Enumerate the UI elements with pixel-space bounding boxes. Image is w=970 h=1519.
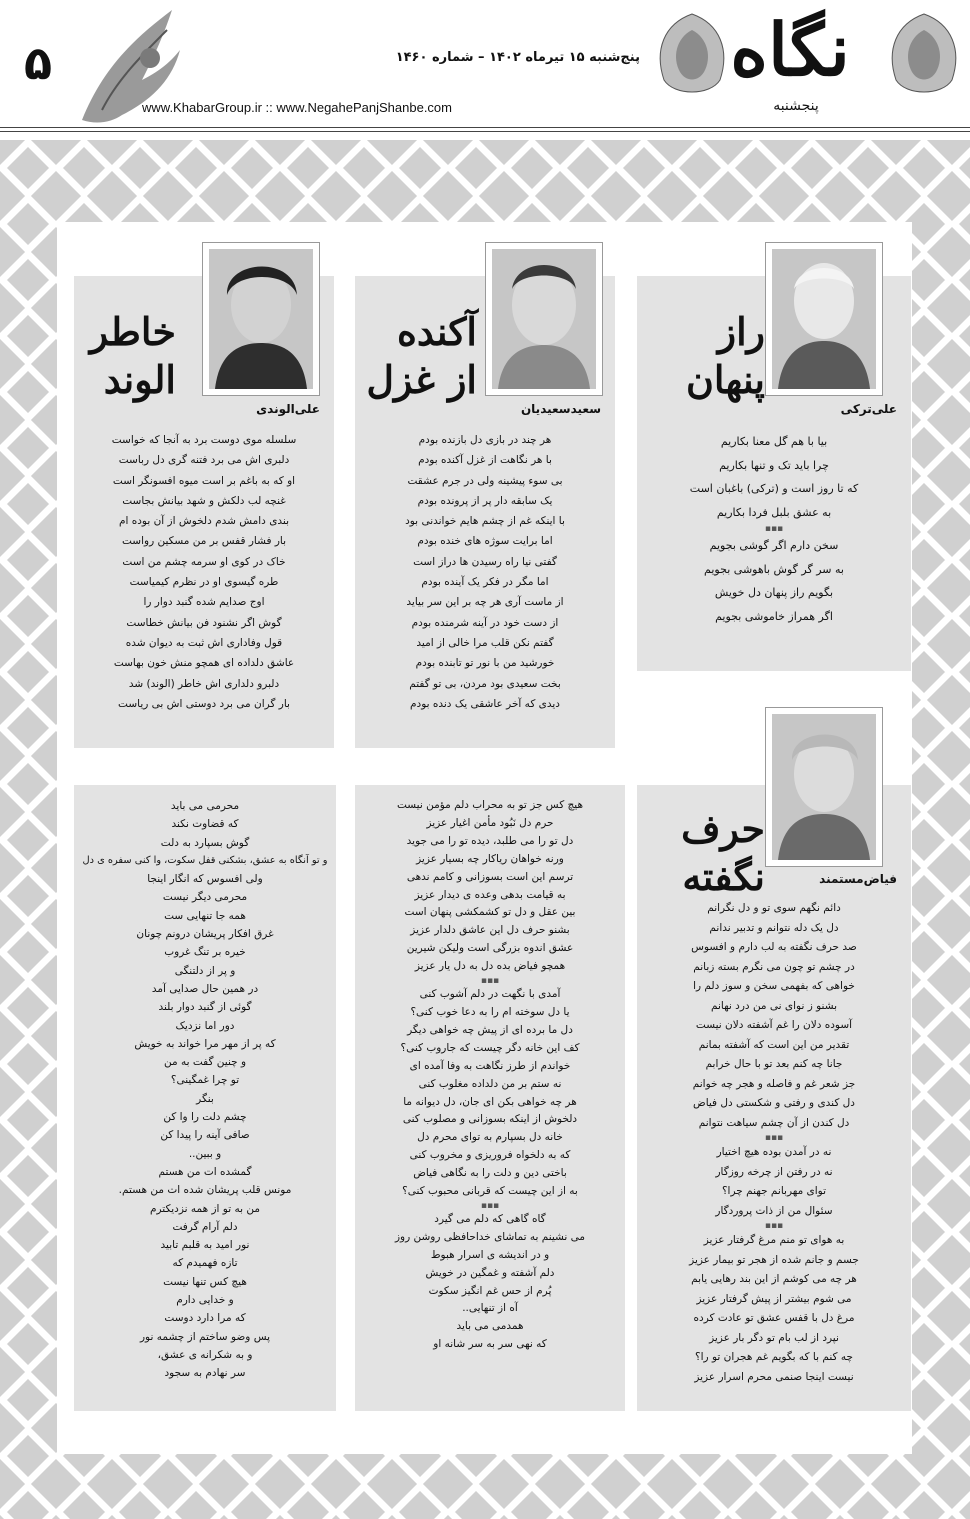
poem-title-line2: پنهان bbox=[685, 357, 765, 402]
poem-line: هر چه خواهی بکن ای جان، دل دیوانه ما bbox=[403, 1095, 577, 1108]
poem-line: به عشق بلبل فردا بکاریم bbox=[716, 505, 832, 519]
poem-line: جز شعر غم و فاصله و هجر چه خوانم bbox=[692, 1077, 856, 1090]
poem-line: بخت سعیدی بود مردن، بی تو گفتم bbox=[409, 677, 561, 690]
poem-line: اوج صدایم شده گنبد دوار را bbox=[143, 596, 265, 609]
poem-line: می نشینم به تماشای خداحافظی روشن روز bbox=[394, 1230, 586, 1243]
poem-line: به قیامت بدهی وعده ی دیدار عزیز bbox=[414, 888, 566, 901]
author-photo bbox=[485, 242, 603, 396]
poem-line: و تو آنگاه به عشق، بشکنی قفل سکوت، وا کنی سفره ی دل bbox=[82, 854, 328, 866]
poem-line: هیچ کس تنها نیست bbox=[163, 1275, 247, 1288]
author-name: فیاض‌مستمند bbox=[819, 872, 897, 886]
poem-line: نور امید به قلبم تابید bbox=[160, 1239, 250, 1252]
stanza-separator: ▪▪▪ bbox=[480, 976, 500, 987]
poem-lines bbox=[76, 797, 334, 1383]
poem-line: سخن دارم اگر گوشی بجویم bbox=[709, 539, 839, 552]
poem-line: هر چه می کوشم از این بند رهایی یابم bbox=[691, 1273, 857, 1285]
poem-line: به از این چیست که قربانی محبوب کنی؟ bbox=[402, 1185, 578, 1198]
poem-line: ورنه خواهان ریاکار چه بسیار عزیز bbox=[416, 852, 564, 865]
poem-line: غنچه لب دلکش و شهد بیانش بجاست bbox=[122, 494, 286, 507]
poem-line: پس وضو ساختم از چشمه نور bbox=[139, 1330, 270, 1343]
poem-line: سئوال من از ذات پروردگار bbox=[715, 1204, 833, 1217]
poem-line: دلم آرام گرفت bbox=[172, 1220, 238, 1233]
poem-title-line2: الوند bbox=[103, 357, 176, 402]
stanza-separator: ▪▪▪ bbox=[764, 1133, 784, 1143]
poem-line: همه جا تنهایی ست bbox=[164, 909, 246, 922]
poem-line: بار گران می برد دوستی اش بی ریاست bbox=[118, 697, 290, 710]
poem-line: بشنو حرف دل این عاشق دلدار عزیز bbox=[410, 924, 570, 937]
poem-line: و پر از دلتنگی bbox=[174, 964, 236, 977]
poem-line: آه از تنهایی.. bbox=[462, 1302, 518, 1315]
poem-line: و به شکرانه ی عشق، bbox=[157, 1348, 253, 1361]
poem-line: مرغ دل با قفس عشق تو عادت کرده bbox=[693, 1312, 855, 1324]
page-header bbox=[0, 0, 970, 140]
poem-line: نپرد از لب بام تو دگر بار عزیز bbox=[709, 1331, 839, 1344]
poem-line: یک سابقه دار پر از پرونده بودم bbox=[417, 494, 553, 507]
poem-line: دلم آشفته و غمگین در خویش bbox=[425, 1266, 555, 1279]
poem-line: خواندم از طرز نگاهت به وفا آمده ای bbox=[409, 1059, 571, 1072]
poem-line: چرا باید تک و تنها بکاریم bbox=[719, 458, 829, 472]
poem-line: بی سوء پیشینه ولی در جرم عشقت bbox=[407, 474, 563, 487]
poem-line: دل ما برده ای از پیش چه خواهی دیگر bbox=[407, 1023, 573, 1036]
poem-line: حرم دل نَبُود مأمن اغیار عزیز bbox=[426, 816, 554, 829]
poem-line: دلخوش از اینکه بسوزانی و مصلوب کنی bbox=[402, 1113, 578, 1126]
poem-title-line2: نگفته bbox=[682, 854, 765, 899]
poem-line: بیا با هم گل معنا بکاریم bbox=[720, 435, 828, 448]
poem-line: طره گیسوی او در نظرم کیمیاست bbox=[129, 576, 279, 589]
poem-line: باختی دین و دلت را به نگاهی فیاض bbox=[413, 1167, 567, 1180]
masthead-logo bbox=[650, 0, 970, 128]
poem-card-left bbox=[74, 785, 336, 1411]
poem-title bbox=[681, 805, 765, 901]
poem-line: آمدی با نگهت در دلم آشوب کنی bbox=[419, 988, 561, 1001]
poem-line: ترسم این است بسوزانی و کامم ندهی bbox=[406, 870, 574, 883]
poem-line: که مرا دارد دوست bbox=[164, 1312, 246, 1325]
poem-line: به هوای تو منم مرغ گرفتار عزیز bbox=[703, 1234, 845, 1246]
author-portrait-icon bbox=[772, 714, 876, 860]
poem-line: قول وفاداری اش ثبت به دیوان شده bbox=[125, 636, 283, 649]
header-rule bbox=[0, 127, 970, 128]
author-portrait-icon bbox=[772, 249, 876, 389]
poem-line: دل یک دله نتوانم و تدبیر ندانم bbox=[709, 921, 839, 934]
poem-title bbox=[686, 308, 765, 404]
poem-line: که به دلخواه فروریزی و مخروب کنی bbox=[409, 1149, 571, 1162]
poem-line: چه کنم با که بگویم غم هجران تو را؟ bbox=[695, 1351, 853, 1363]
poem-title-line1: آکنده bbox=[397, 309, 477, 354]
poem-line: که پر از مهر مرا خواند به خویش bbox=[134, 1037, 276, 1050]
poem-line: نه در آمدن بوده هیچ اختیار bbox=[716, 1146, 832, 1158]
poem-lines bbox=[359, 797, 621, 1354]
poem-card-raz-penhan bbox=[637, 276, 911, 671]
poem-line: توای مهربانم جهنم چرا؟ bbox=[721, 1185, 827, 1197]
poem-line: بگویم راز پنهان دل خویش bbox=[714, 586, 834, 599]
poem-line: به سر گر گوش باهوشی بجویم bbox=[704, 562, 844, 576]
logo-subtitle: پنجشنبه bbox=[773, 98, 819, 114]
stanza-separator: ▪▪▪ bbox=[480, 1200, 500, 1211]
poem-line: دیدی که آخر عاشقی یک دنده بودم bbox=[410, 697, 560, 710]
poem-line: خانه دل بسپارم به توای محرم دل bbox=[417, 1131, 563, 1144]
poem-line: همدمی می باید bbox=[456, 1320, 524, 1333]
poem-lines bbox=[643, 899, 905, 1387]
poem-line: او که به باغم بر است میوه افسونگر است bbox=[112, 474, 296, 487]
poem-line: یا دل سوخته ام را به دعا خوب کنی؟ bbox=[410, 1005, 570, 1018]
poem-card-akandeh-az-ghazal bbox=[355, 276, 615, 748]
author-name: سعیدسعیدیان bbox=[520, 402, 601, 416]
poem-card-khater-alvand bbox=[74, 276, 334, 748]
poem-line: می شوم بیشتر از پیش گرفتار عزیز bbox=[696, 1292, 852, 1305]
author-photo bbox=[765, 242, 883, 396]
poem-title-line2: از غزل bbox=[366, 357, 477, 402]
poem-line: نیست اینجا صنمی محرم اسرار عزیز bbox=[694, 1370, 854, 1383]
author-portrait-icon bbox=[492, 249, 596, 389]
poem-line: پُرم از حس غم انگیز سکوت bbox=[428, 1284, 552, 1297]
poem-line: که تا روز است و (ترکی) باغبان است bbox=[689, 482, 859, 495]
ornament-right-icon bbox=[882, 10, 966, 100]
poem-lines bbox=[80, 430, 328, 714]
poem-line: صافی آینه را پیدا کن bbox=[160, 1129, 250, 1142]
poem-line: جسم و جانم شده از هجر تو بیمار عزیز bbox=[689, 1253, 859, 1266]
poem-line: گفتی نیا راه رسیدن ها دراز است bbox=[413, 555, 557, 568]
author-portrait-icon bbox=[209, 249, 313, 389]
author-name: علی‌الوندی bbox=[256, 402, 320, 416]
poem-line: خیره بر تنگ غروب bbox=[164, 946, 246, 959]
poem-line: محرمی می باید bbox=[170, 800, 240, 812]
poem-line: دل کندی و رفتی و شکستی دل فیاض bbox=[693, 1097, 855, 1109]
poem-line: خواهی که بفهمی سخن و سوز دلم را bbox=[693, 980, 855, 992]
poem-line: و در اندیشه ی اسرار هبوط bbox=[430, 1248, 550, 1261]
poem-line: گوش اگر نشنود فن بیانش خطاست bbox=[126, 616, 282, 629]
poem-line: نه ستم بر من دلداده مغلوب کنی bbox=[418, 1077, 562, 1090]
poem-card-harf-nagofteh bbox=[637, 785, 911, 1411]
poem-line: تقدیر من این است که آشفته بمانم bbox=[698, 1038, 850, 1051]
poem-line: تازه فهمیدم که bbox=[172, 1257, 238, 1270]
poem-line: از دست خود در آینه شرمنده بودم bbox=[411, 616, 559, 629]
poem-line: چشم دلت را وا کن bbox=[163, 1111, 247, 1124]
poem-line: کف این خانه دگر چیست که جاروب کنی؟ bbox=[400, 1041, 580, 1054]
poem-line: و چنین گفت به من bbox=[163, 1056, 247, 1069]
poem-line: جانا چه کنم بعد تو با حال خرابم bbox=[705, 1058, 843, 1070]
author-name: علی‌ترکی bbox=[840, 402, 897, 416]
poem-line: دور اما نزدیک bbox=[175, 1019, 235, 1032]
poem-line: گفتم نکن قلب مرا خالی از امید bbox=[416, 636, 554, 649]
poem-line: سلسله موی دوست برد به آنجا که خواست bbox=[111, 434, 297, 446]
poem-line: بشنو ز نوای نی من درد نهانم bbox=[710, 999, 838, 1012]
poem-line: گاه گاهی که دلم می گیرد bbox=[434, 1212, 546, 1225]
poem-line: و خدایی دارم bbox=[176, 1294, 234, 1307]
poem-line: دل تو را می طلبد، دیده تو را می جوید bbox=[406, 834, 574, 847]
poem-line: دائم نگهم سوی تو و دل نگرانم bbox=[707, 902, 841, 914]
poem-stanza bbox=[647, 430, 901, 628]
poem-line: در چشم تو چون می نگرم بسته زبانم bbox=[693, 960, 855, 973]
poem-line: خورشید من با نور تو تابنده بودم bbox=[415, 657, 555, 670]
poem-line: غرق افکار پریشان درونم چونان bbox=[136, 928, 274, 941]
poem-line: در همین حال صدایی آمد bbox=[151, 982, 259, 995]
poem-line: خاک در کوی او سرمه چشم من است bbox=[122, 555, 286, 568]
poem-line: بندی دامش شدم دلخوش از آن بوده ام bbox=[118, 515, 290, 528]
stanza-separator: ▪▪▪ bbox=[764, 1221, 784, 1231]
poem-line: مونس قلب پریشان شده ات من هستم. bbox=[118, 1184, 292, 1197]
poem-line: گوئی از گنبد دوار بلند bbox=[158, 1001, 252, 1014]
poem-title-line1: راز bbox=[717, 309, 765, 354]
poem-line: نه در رفتن از چرخه روزگار bbox=[715, 1165, 833, 1178]
poem-line: اما برایت سوژه های خنده بودم bbox=[417, 535, 553, 548]
poem-line: اما مگر در فکر یک آینده بودم bbox=[421, 576, 549, 589]
poem-line: بار فشار قفس بر من مسکین رواست bbox=[121, 535, 287, 548]
poem-line: با اینکه غم از چشم هایم خواندنی بود bbox=[405, 515, 565, 528]
poem-line: گمشده ات من هستم bbox=[158, 1165, 252, 1178]
author-photo bbox=[765, 707, 883, 867]
poem-line: هیچ کس جز تو به محراب دلم مؤمن نیست bbox=[396, 799, 584, 811]
poem-title-line1: خاطر bbox=[89, 309, 176, 354]
poem-line: که نهی سر به سر شانه او bbox=[433, 1338, 547, 1351]
site-urls[interactable]: www.KhabarGroup.ir :: www.NegahePanjShanbe.com bbox=[142, 100, 452, 115]
poem-line: بین عقل و دل تو کشمکشی پنهان است bbox=[404, 906, 576, 919]
poem-lines bbox=[361, 430, 609, 714]
poem-line: دل کندن از آن چشم سیاهت نتوانم bbox=[698, 1116, 850, 1129]
poem-line: سر نهادم به سجود bbox=[164, 1367, 246, 1380]
page-number: ۵ bbox=[23, 36, 53, 90]
poem-line: اگر همراز خاموشی بجویم bbox=[715, 609, 833, 623]
poem-line: بنگر bbox=[196, 1092, 214, 1105]
poem-line: عاشق دلداده ای همچو منش خون بهاست bbox=[113, 657, 295, 670]
poem-line: همچو فیاض بده دل به دل یار عزیز bbox=[414, 960, 566, 973]
poem-line: صد حرف نگفته به لب دارم و افسوس bbox=[691, 941, 857, 953]
issue-date-line: پنج‌شنبه ۱۵ تیرماه ۱۴۰۲ – شماره ۱۴۶۰ bbox=[395, 50, 640, 65]
author-photo bbox=[202, 242, 320, 396]
poem-line: ولی افسوس که انگار اینجا bbox=[147, 873, 263, 886]
poem-line: آسوده دلان را غم آشفته دلان نیست bbox=[695, 1019, 853, 1031]
stanza-separator: ▪▪▪ bbox=[764, 524, 784, 534]
poem-line: محرمی دیگر نیست bbox=[162, 891, 248, 904]
poem-line: عشق اندوه بزرگی است ولیکن شیرین bbox=[406, 942, 574, 955]
poem-line: هر چند در بازی دل بازنده بودم bbox=[418, 434, 552, 446]
logo-title: نگاه bbox=[730, 7, 850, 92]
poem-line: دلبرو دلداری اش خاطر (الوند) شد bbox=[128, 677, 280, 690]
poem-title bbox=[366, 308, 477, 404]
poem-title-line1: حرف bbox=[681, 806, 765, 851]
poem-line: و ببین.. bbox=[188, 1147, 222, 1160]
poem-card-middle bbox=[355, 785, 625, 1411]
poem-title bbox=[90, 308, 176, 404]
poem-line: دلبری اش می برد فتنه گری دل رباست bbox=[118, 454, 290, 467]
content-panel bbox=[57, 222, 912, 1454]
poem-line: من به تو از همه نزدیکترم bbox=[149, 1202, 260, 1215]
poem-line: که قضاوت نکند bbox=[171, 818, 239, 831]
poem-line: تو چرا غمگینی؟ bbox=[170, 1074, 240, 1087]
poem-line: از ماست آری هر چه بر این سر بیاید bbox=[406, 596, 564, 609]
poem-line: با هر نگاهت از غزل آکنده بودم bbox=[418, 454, 552, 467]
header-rule-2 bbox=[0, 131, 970, 132]
poem-line: گوش بسپارد به دلت bbox=[160, 836, 250, 849]
